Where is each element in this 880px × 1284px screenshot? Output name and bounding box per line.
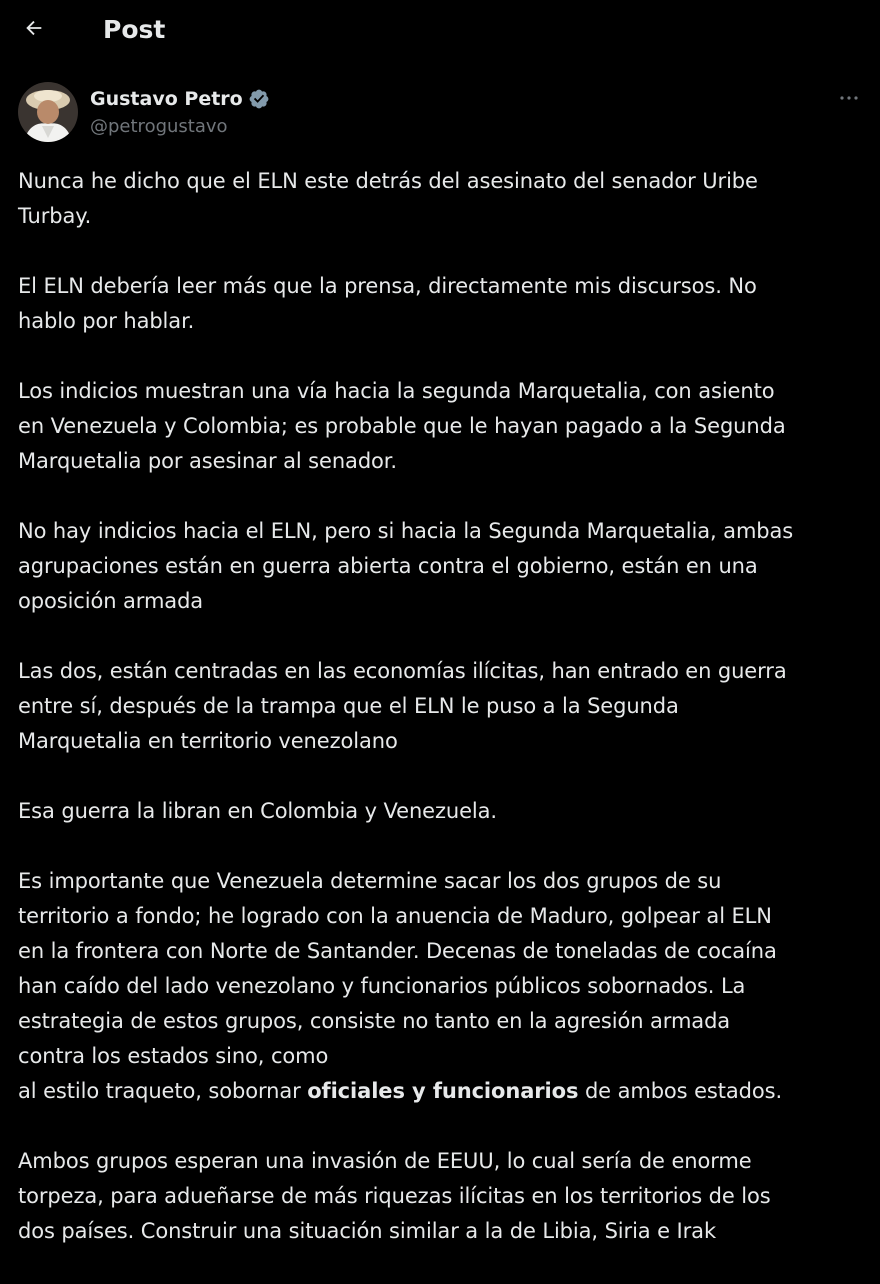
- post-author: [18, 82, 864, 146]
- post-text-line: Es importante que Venezuela determine sacar los dos grupos de su: [18, 869, 722, 893]
- post-text-line: El ELN debería leer más que la prensa, directamente mis discursos. No: [18, 274, 757, 298]
- post-text-line: oposición armada: [18, 589, 204, 613]
- post-text-line: Esa guerra la libran en Colombia y Venezuela.: [18, 799, 498, 823]
- post-text-line: hablo por hablar.: [18, 309, 195, 333]
- post-text-line: No hay indicios hacia el ELN, pero si hacia la Segunda Marquetalia, ambas: [18, 519, 794, 543]
- post-text-line: Nunca he dicho que el ELN este detrás del asesinato del senador Uribe: [18, 169, 758, 193]
- more-options-button[interactable]: [834, 86, 864, 110]
- post-paragraph: [18, 864, 868, 1109]
- post-text-line: Las dos, están centradas en las economías ilícitas, han entrado en guerra: [18, 659, 787, 683]
- back-button[interactable]: [16, 10, 52, 46]
- page-title: Post: [103, 15, 166, 44]
- verified-badge-icon: [248, 88, 270, 110]
- author-handle[interactable]: @petrogustavo: [90, 116, 228, 137]
- post-text-segment: al estilo traqueto, sobornar: [18, 1079, 308, 1103]
- post-text-line: territorio a fondo; he logrado con la anuencia de Maduro, golpear al ELN: [18, 904, 772, 928]
- arrow-left-icon: [23, 17, 45, 39]
- post-paragraph: [18, 1144, 868, 1249]
- post-text-line: contra los estados sino, como: [18, 1044, 329, 1068]
- more-horizontal-icon: [837, 86, 861, 110]
- post-text-segment: de ambos estados.: [578, 1079, 783, 1103]
- post-text-line: [18, 1074, 868, 1109]
- post-text-line: torpeza, para adueñarse de más riquezas ilícitas en los territorios de los: [18, 1184, 771, 1208]
- avatar-image: [18, 82, 78, 142]
- post-text-line: Los indicios muestran una vía hacia la segunda Marquetalia, con asiento: [18, 379, 775, 403]
- avatar[interactable]: [18, 82, 78, 142]
- post-text-line: Marquetalia por asesinar al senador.: [18, 449, 397, 473]
- post-paragraph: [18, 794, 868, 829]
- post-text-line: dos países. Construir una situación similar a la de Libia, Siria e Irak: [18, 1219, 717, 1243]
- post-text-line: estrategia de estos grupos, consiste no tanto en la agresión armada: [18, 1009, 731, 1033]
- post-paragraph: [18, 374, 868, 479]
- post-text-line: entre sí, después de la trampa que el ELN le puso a la Segunda: [18, 694, 679, 718]
- author-name: Gustavo Petro: [90, 88, 243, 110]
- post-paragraph: [18, 269, 868, 339]
- top-bar: [0, 0, 880, 62]
- post-paragraph: [18, 654, 868, 759]
- author-name-link[interactable]: [90, 86, 270, 112]
- post-paragraph: [18, 164, 868, 234]
- post-text-line: Ambos grupos esperan una invasión de EEUU, lo cual sería de enorme: [18, 1149, 752, 1173]
- post-text-line: en la frontera con Norte de Santander. Decenas de toneladas de cocaína: [18, 939, 777, 963]
- post-text-line: han caído del lado venezolano y funcionarios públicos sobornados. La: [18, 974, 746, 998]
- post-text-line: en Venezuela y Colombia; es probable que le hayan pagado a la Segunda: [18, 414, 786, 438]
- post-text-line: agrupaciones están en guerra abierta contra el gobierno, están en una: [18, 554, 758, 578]
- post-paragraph: [18, 514, 868, 619]
- post-text: [18, 164, 868, 1284]
- post-text-bold-segment: oficiales y funcionarios: [307, 1079, 579, 1103]
- post-text-line: Marquetalia en territorio venezolano: [18, 729, 398, 753]
- post-text-line: Turbay.: [18, 204, 92, 228]
